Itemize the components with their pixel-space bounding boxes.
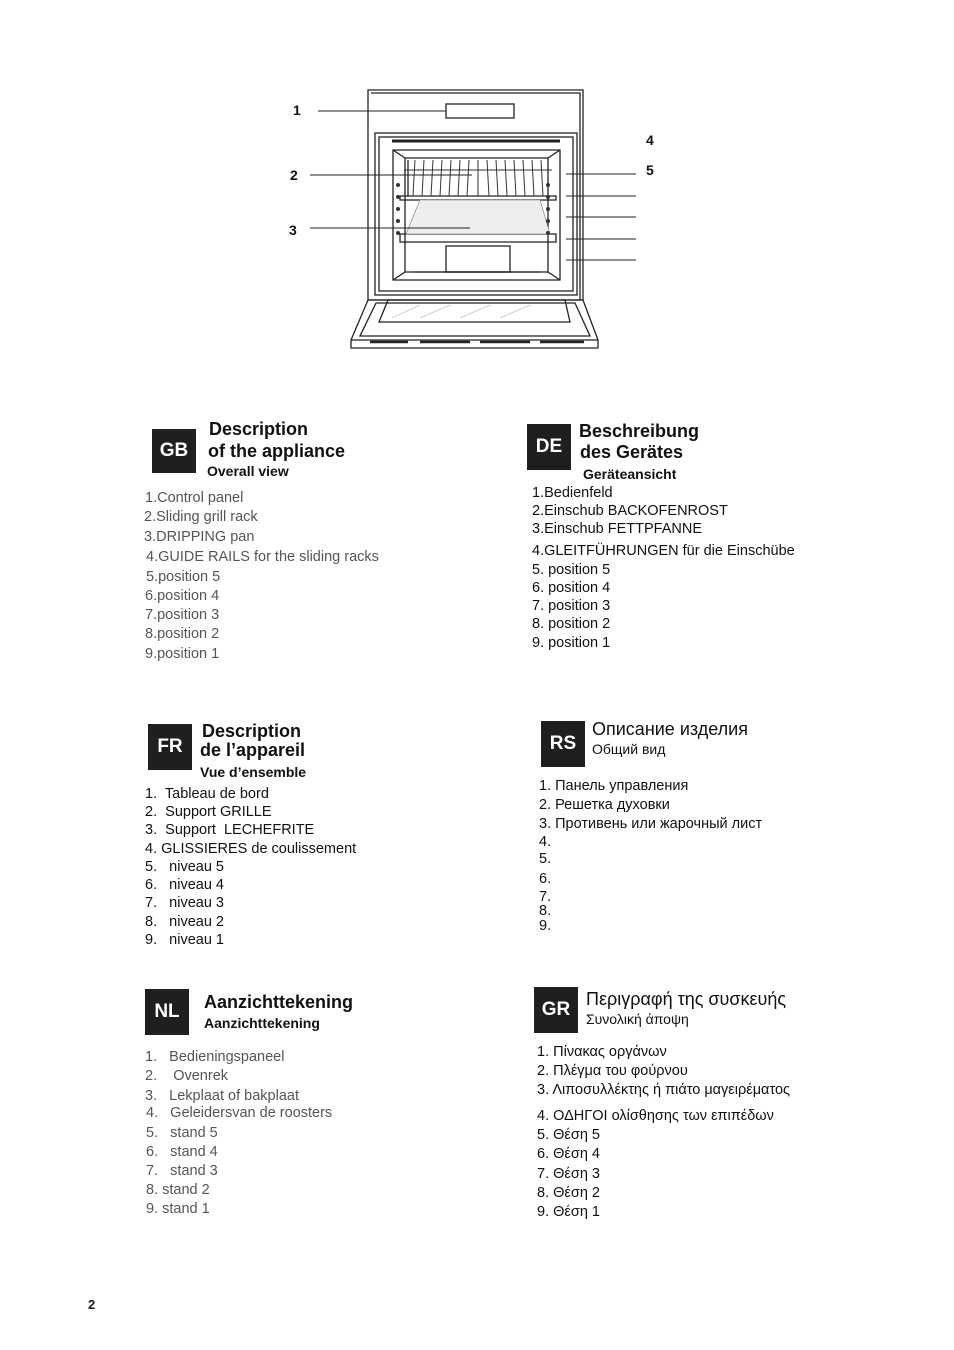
list-item: 6.position 4 xyxy=(145,588,220,604)
section-title: Описание изделия xyxy=(592,719,748,739)
list-item: 8. stand 2 xyxy=(146,1182,210,1198)
list-item: 7.position 3 xyxy=(145,607,220,623)
section-title-line1: Description xyxy=(209,419,309,439)
list-item: 1.Control panel xyxy=(145,490,244,506)
item-text: Панель управления xyxy=(555,778,689,794)
list-item: 4.GUIDE RAILS for the sliding racks xyxy=(146,549,379,565)
list-item xyxy=(537,1127,600,1143)
list-item: 8.position 2 xyxy=(145,626,220,642)
section-subtitle: Общий вид xyxy=(592,741,666,757)
item-text: Θέση 4 xyxy=(553,1146,600,1162)
list-item: 3.DRIPPING pan xyxy=(144,529,255,545)
section-title-line1: Description xyxy=(202,721,302,741)
list-item: 5. niveau 5 xyxy=(145,859,224,875)
item-number: 9. xyxy=(537,1204,550,1220)
item-text: Πλέγμα του φούρνου xyxy=(553,1063,688,1079)
section-title: Aanzichttekening xyxy=(204,992,354,1012)
item-number: 7. xyxy=(539,889,552,905)
section-subtitle: Overall view xyxy=(207,463,289,479)
list-item: 9. stand 1 xyxy=(146,1201,210,1217)
callout-5: 5 xyxy=(646,162,654,178)
list-item: 1. Bedieningspaneel xyxy=(145,1049,285,1065)
callout-2: 2 xyxy=(290,167,298,183)
list-item xyxy=(537,1063,688,1079)
callout-3: 3 xyxy=(289,222,297,238)
list-item: 9. position 1 xyxy=(532,635,611,651)
item-text: Противень или жарочный лист xyxy=(555,816,763,832)
item-number: 5. xyxy=(539,851,552,867)
list-item: 7. stand 3 xyxy=(146,1163,218,1179)
list-item xyxy=(539,871,551,887)
list-item xyxy=(537,1044,667,1060)
callout-1: 1 xyxy=(293,102,301,118)
item-text: Θέση 3 xyxy=(553,1166,600,1182)
item-number: 8. xyxy=(539,903,552,919)
list-item: 5. position 5 xyxy=(532,562,611,578)
list-item xyxy=(539,797,670,813)
list-item: 8. niveau 2 xyxy=(145,914,224,930)
item-number: 3. xyxy=(539,816,552,832)
section-subtitle: Geräteansicht xyxy=(583,466,677,482)
section-subtitle: Συνολική άποψη xyxy=(586,1011,689,1027)
item-number: 5. xyxy=(537,1127,550,1143)
item-number: 6. xyxy=(537,1146,550,1162)
language-badge-gr: GR xyxy=(534,987,578,1033)
list-item: 7. niveau 3 xyxy=(145,895,224,911)
language-badge-gb: GB xyxy=(152,429,196,473)
list-item: 7. position 3 xyxy=(532,598,611,614)
list-item: 3. Lekplaat of bakplaat xyxy=(145,1088,299,1104)
list-item: 6. stand 4 xyxy=(146,1144,218,1160)
list-item xyxy=(537,1204,600,1220)
item-number: 2. xyxy=(537,1063,550,1079)
item-text: ΟΔΗΓΟΙ ολίσθησης των επιπέδων xyxy=(553,1108,774,1124)
list-item: 6. position 4 xyxy=(532,580,611,596)
list-item: 4. Geleidersvan de roosters xyxy=(146,1105,333,1121)
list-item xyxy=(537,1108,774,1124)
item-number: 8. xyxy=(537,1185,550,1201)
item-number: 2. xyxy=(539,797,552,813)
list-item xyxy=(537,1185,600,1201)
item-number: 4. xyxy=(539,834,552,850)
list-item xyxy=(537,1166,600,1182)
item-text: Πίνακας οργάνων xyxy=(553,1044,667,1060)
item-number: 1. xyxy=(537,1044,550,1060)
language-badge-nl: NL xyxy=(145,989,189,1035)
list-item: 4.GLEITFÜHRUNGEN für die Einschübe xyxy=(532,543,795,559)
item-number: 3. xyxy=(537,1082,550,1098)
list-item: 2. Support GRILLE xyxy=(145,804,272,820)
page-number: 2 xyxy=(88,1297,96,1312)
list-item: 5.position 5 xyxy=(146,569,221,585)
language-badge-fr: FR xyxy=(148,724,192,770)
list-item: 3.Einschub FETTPFANNE xyxy=(532,521,703,537)
item-text: Решетка духовки xyxy=(555,797,670,813)
list-item xyxy=(537,1082,790,1098)
item-number: 9. xyxy=(539,918,552,934)
language-badge-rs: RS xyxy=(541,721,585,767)
list-item xyxy=(539,903,551,919)
section-title-line2: des Gerätes xyxy=(580,442,684,462)
item-text: Θέση 5 xyxy=(553,1127,600,1143)
item-text: Λιποσυλλέκτης ή πιάτο μαγειρέματος xyxy=(552,1082,791,1098)
list-item: 9.position 1 xyxy=(145,646,220,662)
section-subtitle: Vue d’ensemble xyxy=(200,764,307,780)
list-item: 5. stand 5 xyxy=(146,1125,218,1141)
callout-4: 4 xyxy=(646,132,654,148)
list-item: 2.Einschub BACKOFENROST xyxy=(532,503,728,519)
list-item: 6. niveau 4 xyxy=(145,877,224,893)
section-subtitle: Aanzichttekening xyxy=(204,1015,320,1031)
section-title-line1: Beschreibung xyxy=(579,421,700,441)
item-number: 4. xyxy=(537,1108,550,1124)
section-title: Περιγραφή της συσκευής xyxy=(586,989,787,1009)
list-item xyxy=(539,851,551,867)
list-item: 3. Support LECHEFRITE xyxy=(145,822,315,838)
list-item xyxy=(539,816,762,832)
section-title-line2: de l’appareil xyxy=(200,740,306,760)
list-item xyxy=(537,1146,600,1162)
list-item: 1. Tableau de bord xyxy=(145,786,269,802)
item-text: Θέση 2 xyxy=(553,1185,600,1201)
list-item: 2. Ovenrek xyxy=(145,1068,229,1084)
list-item: 9. niveau 1 xyxy=(145,932,224,948)
list-item xyxy=(539,778,688,794)
item-number: 6. xyxy=(539,871,552,887)
list-item xyxy=(539,918,551,934)
list-item: 1.Bedienfeld xyxy=(532,485,613,501)
list-item: 8. position 2 xyxy=(532,616,611,632)
list-item: 4. GLISSIERES de coulissement xyxy=(145,841,357,857)
item-text: Θέση 1 xyxy=(553,1204,600,1220)
language-badge-de: DE xyxy=(527,424,571,470)
item-number: 7. xyxy=(537,1166,550,1182)
list-item: 2.Sliding grill rack xyxy=(144,509,258,525)
oven-diagram xyxy=(280,85,680,360)
section-title-line2: of the appliance xyxy=(208,441,346,461)
item-number: 1. xyxy=(539,778,552,794)
list-item xyxy=(539,834,551,850)
